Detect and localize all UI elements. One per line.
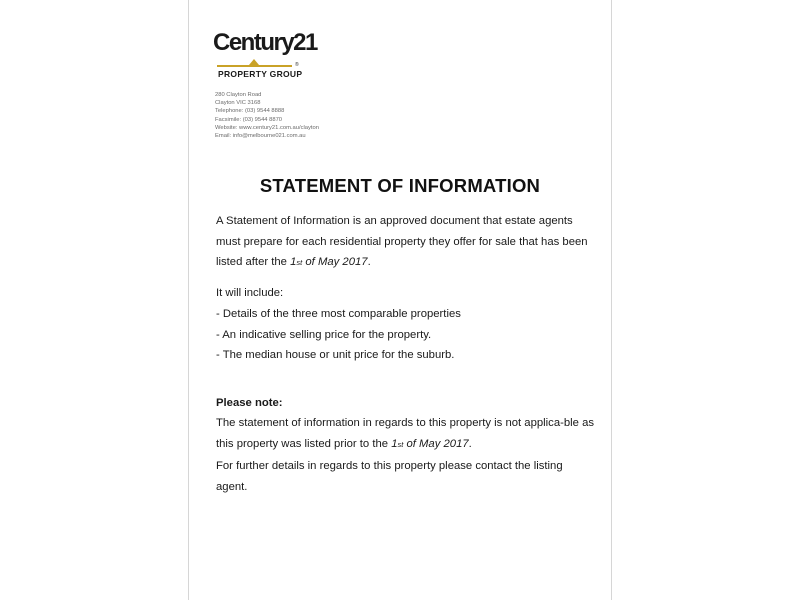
further-details-paragraph: For further details in regards to this property please contact the listing agent. <box>216 460 563 493</box>
note-heading: Please note: <box>216 397 283 409</box>
telephone: Telephone: (03) 9544 8888 <box>215 108 285 115</box>
include-list <box>216 304 596 366</box>
website: Website: www.century21.com.au/clayton <box>215 124 319 131</box>
page-title: STATEMENT OF INFORMATION <box>259 175 541 196</box>
date-rest: of May 2017 <box>302 256 368 268</box>
address-line-1: 280 Clayton Road <box>215 92 262 98</box>
list-item: - The median house or unit price for the suburb. <box>216 349 455 361</box>
house-roof-icon <box>249 59 259 65</box>
contact-block <box>215 91 319 140</box>
intro-text: A Statement of Information is an approved document that estate agents must prepare for each residential property they offer for sale that has been listed after the <box>216 215 588 268</box>
century21-logo <box>213 28 317 84</box>
date-day: 1 <box>391 437 398 450</box>
note-period: . <box>468 437 472 450</box>
address-line-2: Clayton VIC 3168 <box>215 100 261 107</box>
date-rest: of May 2017 <box>403 437 469 450</box>
list-item: - An indicative selling price for the property. <box>216 328 432 341</box>
logo-property-group: PROPERTY GROUP <box>218 69 303 79</box>
listing-date <box>290 256 367 268</box>
will-include-label: It will include: <box>216 287 284 299</box>
document-page <box>188 0 612 600</box>
logo-wordmark: Century21 <box>213 29 317 56</box>
prior-date <box>391 438 468 450</box>
logo-registered-mark: ® <box>295 62 299 68</box>
facsimile: Facsimile: (03) 9544 8870 <box>215 116 283 123</box>
list-item: - Details of the three most comparable properties <box>216 308 461 320</box>
date-day: 1 <box>290 256 297 268</box>
date-ordinal: st <box>296 258 303 267</box>
email: Email: info@melbourne021.com.au <box>215 133 306 140</box>
intro-paragraph <box>216 211 596 274</box>
note-text: The statement of information in regards to this property is not applica-ble as this property was listed prior to the <box>216 417 595 450</box>
intro-period: . <box>367 256 371 268</box>
note-paragraph <box>216 413 596 455</box>
date-ordinal: st <box>397 439 404 449</box>
